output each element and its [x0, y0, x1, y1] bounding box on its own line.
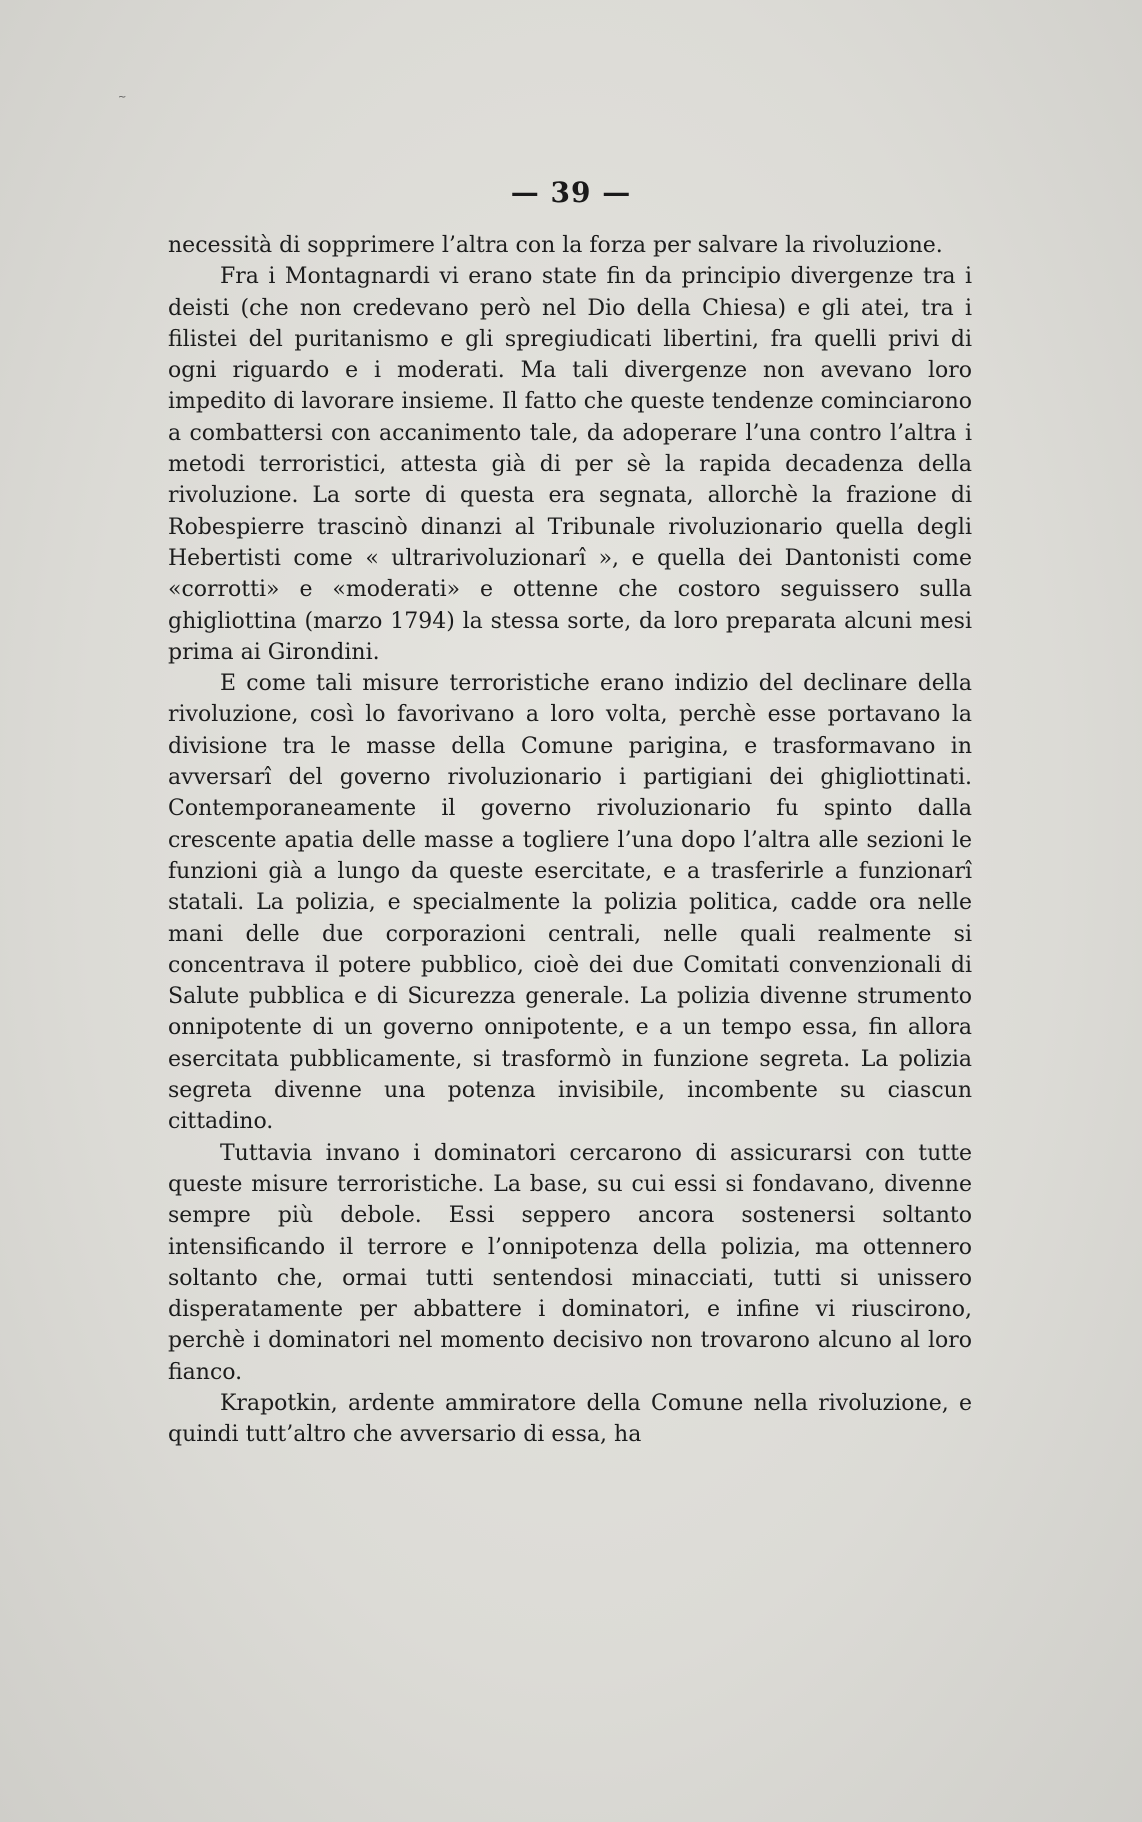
body-text [168, 230, 972, 1451]
paragraph-terroristic-measures: E come tali misure terroristiche erano indizio del declinare della rivoluzione, così lo favorivano a loro volta, perchè esse portavano la divisione tra le masse della Comune parigina, e trasformavano in avversarî del governo rivoluzionario i partigiani dei ghigliottinati. Contemporaneamente il governo rivoluzionario fu spinto dalla crescente apatia delle masse a togliere l’una dopo l’altra alle sezioni le funzioni già a lungo da queste esercitate, e a trasferirle a funzionarî statali. La polizia, e specialmente la polizia politica, cadde ora nelle mani delle due corporazioni centrali, nelle quali realmente si concentrava il potere pubblico, cioè dei due Comitati convenzionali di Salute pubblica e di Sicurezza generale. La polizia divenne strumento onnipotente di un governo onnipotente, e a un tempo essa, fin allora esercitata pubblicamente, si trasformò in funzione segreta. La polizia segreta divenne una potenza invisibile, incombente su ciascun cittadino. [168, 671, 972, 1135]
paragraph-krapotkin: Krapotkin, ardente ammiratore della Comune nella rivoluzione, e quindi tutt’altro che avversario di essa, ha [168, 1390, 972, 1448]
page-number: — 39 — [510, 176, 632, 209]
margin-speck: ~ [118, 92, 127, 103]
paragraph-dominators: Tuttavia invano i dominatori cercarono di assicurarsi con tutte queste misure terroristiche. La base, su cui essi si fondavano, divenne sempre più debole. Essi seppero ancora sostenersi soltanto intensificando il terrore e l’onnipotenza della polizia, ma ottennero soltanto che, ormai tutti sentendosi minacciati, tutti si unissero disperatamente per abbattere i dominatori, e infine vi riuscirono, perchè i dominatori nel momento decisivo non trovarono alcuno al loro fianco. [168, 1140, 972, 1385]
paragraph-montagnardi: Fra i Montagnardi vi erano state fin da principio divergenze tra i deisti (che non credevano però nel Dio della Chiesa) e gli atei, tra i filistei del puritanismo e gli spregiudicati libertini, fra quelli privi di ogni riguardo e i moderati. Ma tali divergenze non avevano loro impedito di lavorare insieme. Il fatto che queste tendenze cominciarono a combattersi con accanimento tale, da adoperare l’una contro l’altra i metodi terroristici, attesta già di per sè la rapida decadenza della rivoluzione. La sorte di questa era segnata, allorchè la frazione di Robespierre trascinò dinanzi al Tribunale rivoluzionario quella degli Hebertisti come « ultrarivoluzionarî », e quella dei Dantonisti come «corrotti» e «moderati» e ottenne che costoro seguissero sulla ghigliottina (marzo 1794) la stessa sorte, da loro preparata alcuni mesi prima ai Girondini. [168, 264, 972, 665]
paragraph-continued: necessità di sopprimere l’altra con la forza per salvare la rivoluzione. [168, 233, 943, 258]
